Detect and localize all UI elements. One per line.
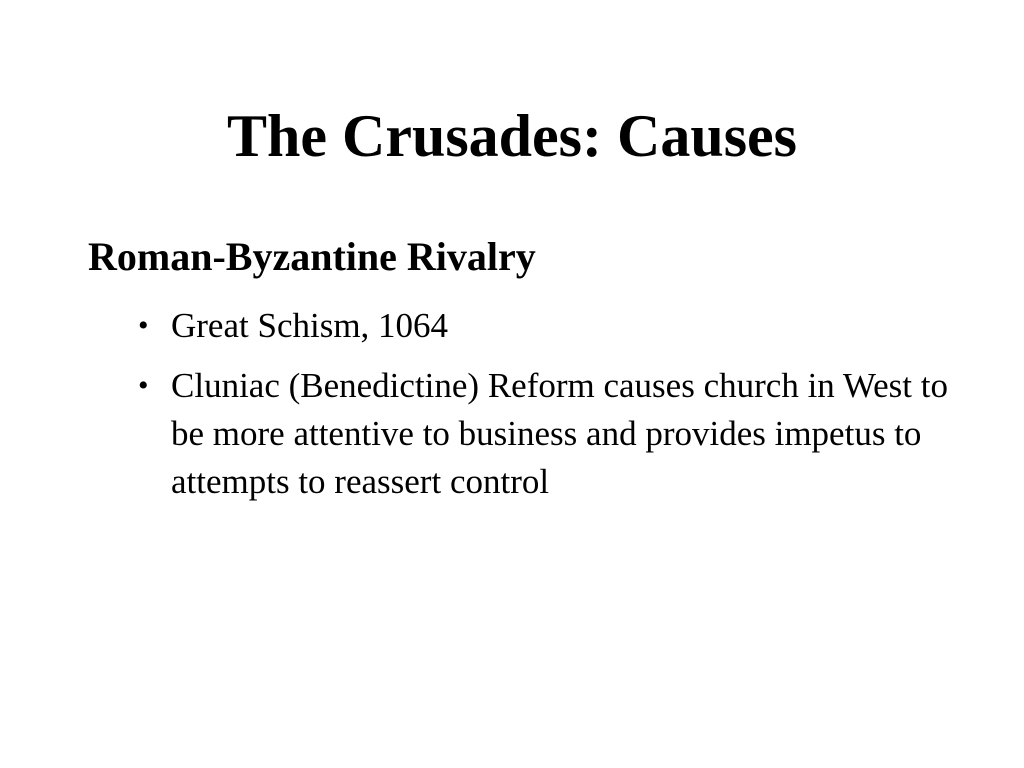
bullet-item: [138, 302, 958, 350]
slide-title: The Crusades: Causes: [226, 103, 798, 169]
bullet-list: [138, 302, 958, 518]
bullet-text: Great Schism, 1064: [171, 306, 449, 345]
section-heading: Roman-Byzantine Rivalry: [88, 234, 536, 279]
bullet-item: [138, 362, 958, 506]
bullet-icon: •: [138, 309, 149, 342]
bullet-text: Cluniac (Benedictine) Reform causes church in West to be more attentive to business and provides impetus to attempts to reassert control: [171, 366, 948, 501]
bullet-icon: •: [138, 369, 149, 402]
